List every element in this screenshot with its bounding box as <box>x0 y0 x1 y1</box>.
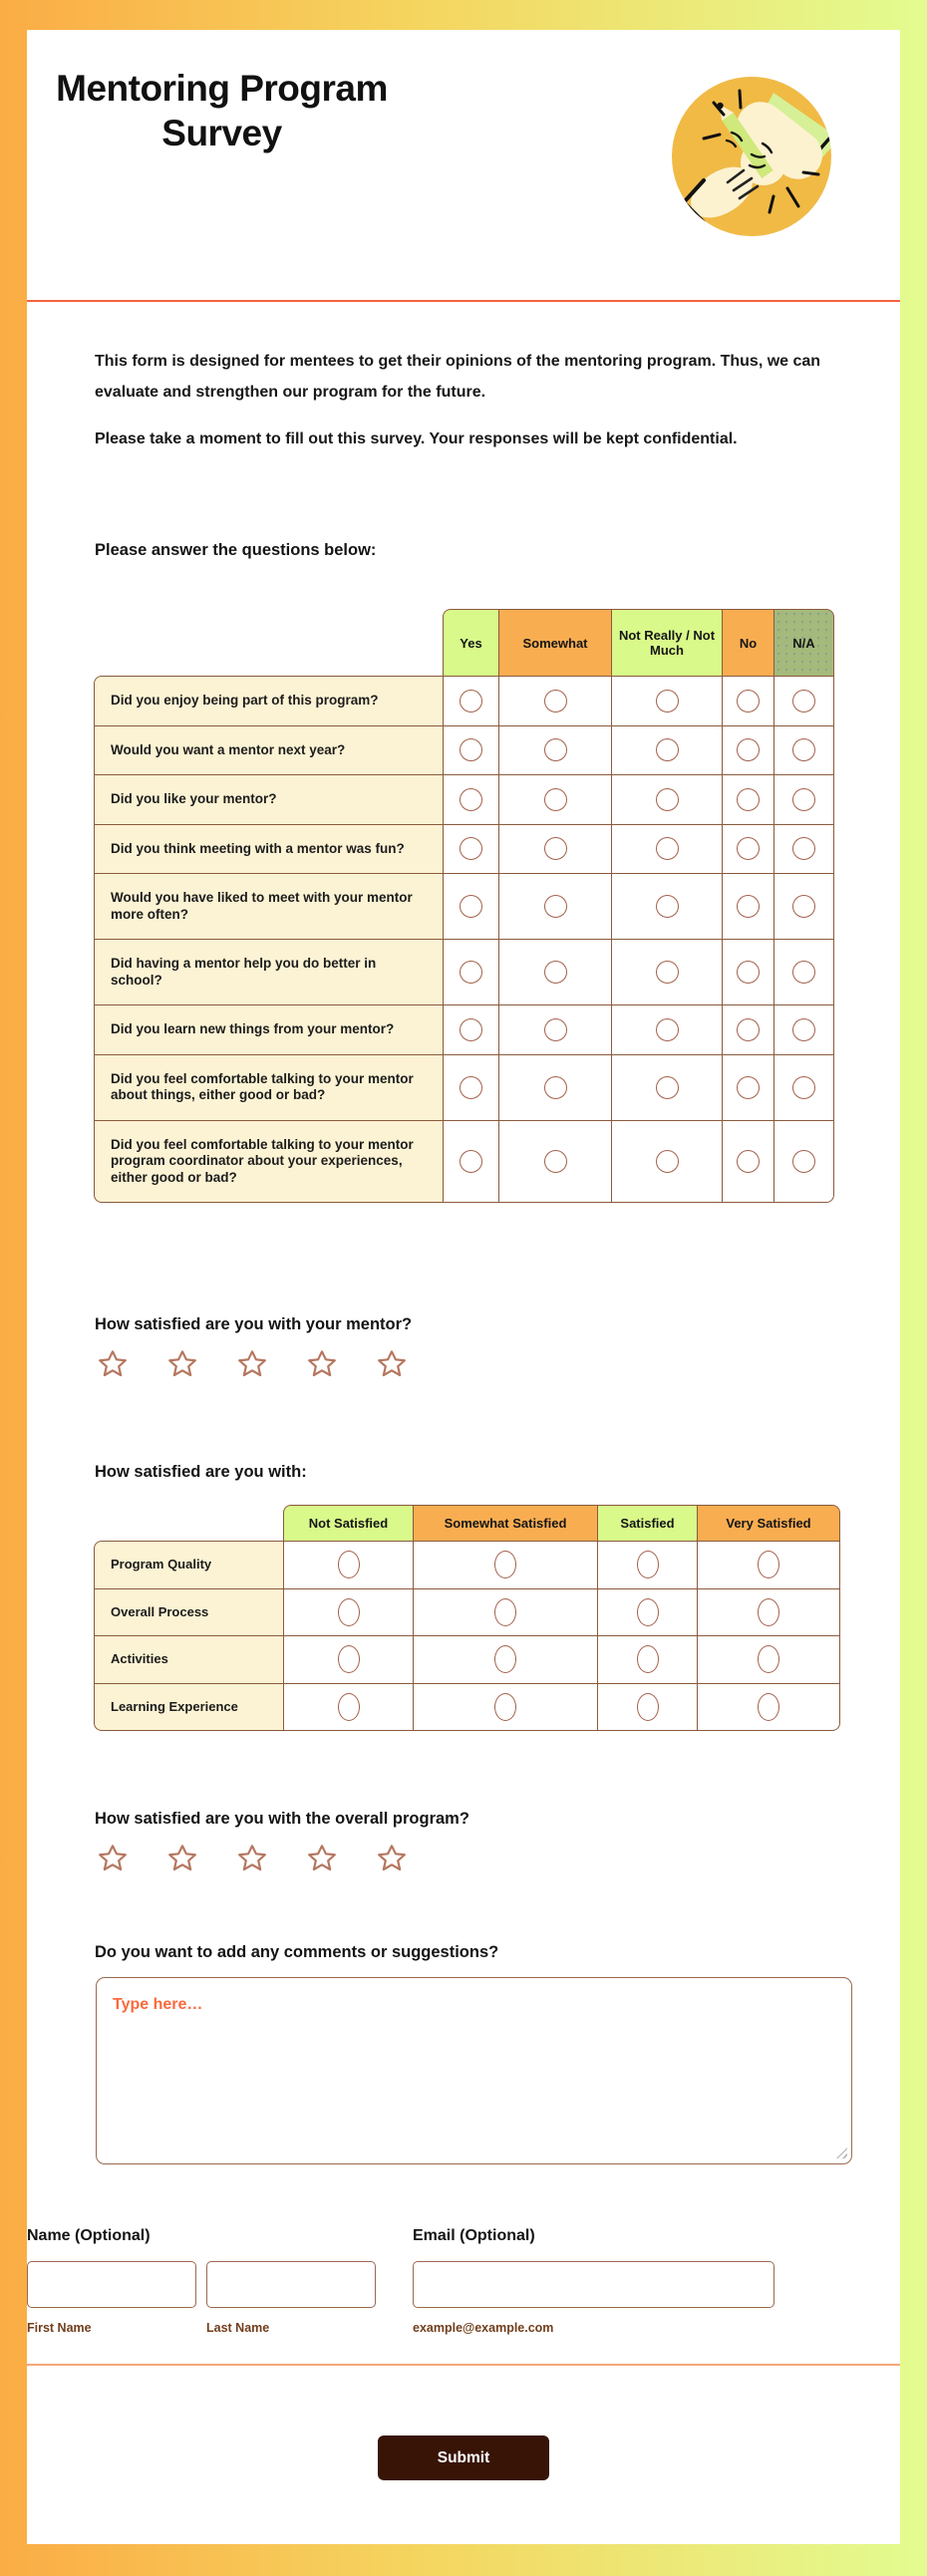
page-title: Mentoring Program Survey <box>56 68 388 153</box>
comments-question: Do you want to add any comments or suggestions? <box>95 1943 499 1961</box>
radio-button[interactable] <box>544 788 567 811</box>
star-icon[interactable] <box>162 1841 202 1880</box>
form-card <box>27 30 900 2544</box>
radio-button[interactable] <box>637 1693 659 1721</box>
radio-button[interactable] <box>792 738 815 761</box>
matrix2-col-somewhat-satisfied: Somewhat Satisfied <box>413 1505 597 1541</box>
star-icon[interactable] <box>372 1841 412 1880</box>
matrix1-row <box>94 939 834 1004</box>
radio-button[interactable] <box>792 788 815 811</box>
matrix1-row-label: Did you think meeting with a mentor was fun? <box>94 824 443 874</box>
radio-button[interactable] <box>758 1693 779 1721</box>
star-icon[interactable] <box>372 1346 412 1386</box>
star-icon[interactable] <box>302 1841 342 1880</box>
email-input[interactable] <box>413 2261 774 2308</box>
matrix2-row-label: Overall Process <box>94 1588 283 1636</box>
matrix1-row-label: Would you want a mentor next year? <box>94 725 443 775</box>
star-icon[interactable] <box>93 1841 133 1880</box>
radio-button[interactable] <box>792 1018 815 1041</box>
radio-button[interactable] <box>494 1551 516 1578</box>
star-icon[interactable] <box>302 1346 342 1386</box>
matrix1-col-na: N/A <box>773 609 834 676</box>
star-icon[interactable] <box>232 1841 272 1880</box>
matrix1-row-label: Did you feel comfortable talking to your mentor program coordinator about your experiences, either good or bad? <box>94 1120 443 1204</box>
comments-textarea[interactable] <box>96 1977 852 2164</box>
radio-button[interactable] <box>460 1076 482 1099</box>
matrix1-row <box>94 873 834 939</box>
overall-rating-question: How satisfied are you with the overall program? <box>95 1810 469 1828</box>
matrix2-row <box>94 1635 840 1683</box>
radio-button[interactable] <box>737 1018 760 1041</box>
radio-button[interactable] <box>792 961 815 984</box>
matrix2-question: How satisfied are you with: <box>95 1463 307 1481</box>
radio-button[interactable] <box>737 961 760 984</box>
radio-button[interactable] <box>737 690 760 713</box>
radio-button[interactable] <box>460 690 482 713</box>
radio-button[interactable] <box>656 1076 679 1099</box>
radio-button[interactable] <box>544 738 567 761</box>
matrix2-row <box>94 1683 840 1732</box>
matrix1-row-label: Did you enjoy being part of this program? <box>94 676 443 725</box>
radio-button[interactable] <box>544 961 567 984</box>
radio-button[interactable] <box>656 895 679 918</box>
radio-button[interactable] <box>656 961 679 984</box>
matrix2-row-label: Program Quality <box>94 1541 283 1588</box>
matrix1-col-somewhat: Somewhat <box>498 609 611 676</box>
first-name-input[interactable] <box>27 2261 196 2308</box>
radio-button[interactable] <box>494 1693 516 1721</box>
intro-paragraph-1: This form is designed for mentees to get their opinions of the mentoring program. Thus, we can evaluate and strengthen our program for the future. <box>95 353 821 401</box>
radio-button[interactable] <box>737 837 760 860</box>
matrix1-corner-spacer <box>94 609 443 676</box>
intro-text <box>27 346 900 454</box>
name-field-group <box>27 2227 386 2335</box>
matrix1-row <box>94 1004 834 1054</box>
submit-button[interactable]: Submit <box>378 2435 549 2480</box>
radio-button[interactable] <box>656 1018 679 1041</box>
star-icon[interactable] <box>93 1346 133 1386</box>
radio-button[interactable] <box>494 1598 516 1626</box>
radio-button[interactable] <box>758 1598 779 1626</box>
matrix2-row-label: Activities <box>94 1635 283 1683</box>
radio-button[interactable] <box>460 1150 482 1173</box>
radio-button[interactable] <box>792 1076 815 1099</box>
matrix2-row-label: Learning Experience <box>94 1683 283 1732</box>
radio-button[interactable] <box>737 788 760 811</box>
identity-section <box>27 2227 900 2357</box>
radio-button[interactable] <box>737 895 760 918</box>
radio-button[interactable] <box>338 1598 360 1626</box>
radio-button[interactable] <box>637 1598 659 1626</box>
radio-button[interactable] <box>792 690 815 713</box>
radio-button[interactable] <box>544 1018 567 1041</box>
radio-button[interactable] <box>758 1551 779 1578</box>
radio-button[interactable] <box>460 837 482 860</box>
matrix2-row <box>94 1588 840 1636</box>
radio-button[interactable] <box>656 738 679 761</box>
submit-row <box>27 2435 900 2480</box>
intro-paragraph-2: Please take a moment to fill out this survey. Your responses will be kept confidential. <box>95 430 738 447</box>
radio-button[interactable] <box>737 1076 760 1099</box>
matrix1-table <box>94 609 834 1203</box>
matrix2-col-satisfied: Satisfied <box>597 1505 697 1541</box>
radio-button[interactable] <box>792 837 815 860</box>
radio-button[interactable] <box>338 1693 360 1721</box>
radio-button[interactable] <box>460 788 482 811</box>
radio-button[interactable] <box>792 895 815 918</box>
radio-button[interactable] <box>544 1076 567 1099</box>
radio-button[interactable] <box>656 788 679 811</box>
matrix1-row <box>94 1054 834 1120</box>
first-name-sublabel: First Name <box>27 2321 92 2335</box>
radio-button[interactable] <box>338 1645 360 1673</box>
radio-button[interactable] <box>656 690 679 713</box>
radio-button[interactable] <box>544 1150 567 1173</box>
name-label: Name (Optional) <box>27 2227 151 2244</box>
comments-textarea-wrap <box>96 1977 852 2164</box>
matrix2-row <box>94 1541 840 1588</box>
radio-button[interactable] <box>338 1551 360 1578</box>
radio-button[interactable] <box>758 1645 779 1673</box>
email-label: Email (Optional) <box>413 2227 535 2244</box>
form-header <box>27 30 900 302</box>
radio-button[interactable] <box>637 1551 659 1578</box>
radio-button[interactable] <box>656 837 679 860</box>
overall-star-rating <box>27 1841 900 1880</box>
matrix1-col-no: No <box>722 609 773 676</box>
radio-button[interactable] <box>737 738 760 761</box>
matrix1-col-yes: Yes <box>443 609 498 676</box>
matrix1-row-label: Did having a mentor help you do better in school? <box>94 939 443 1004</box>
matrix1-row <box>94 824 834 874</box>
matrix2-col-not-satisfied: Not Satisfied <box>283 1505 413 1541</box>
radio-button[interactable] <box>460 1018 482 1041</box>
matrix2-corner-spacer <box>94 1505 283 1541</box>
matrix1-row-label: Did you learn new things from your mentor? <box>94 1004 443 1054</box>
matrix1-col-not-really: Not Really / Not Much <box>611 609 722 676</box>
radio-button[interactable] <box>637 1645 659 1673</box>
radio-button[interactable] <box>544 895 567 918</box>
matrix1-row-label: Did you like your mentor? <box>94 774 443 824</box>
email-field-group <box>413 2227 774 2335</box>
bottom-divider <box>27 2364 900 2366</box>
matrix2-table <box>94 1505 840 1731</box>
matrix1-row-label: Did you feel comfortable talking to your mentor about things, either good or bad? <box>94 1054 443 1120</box>
mentor-rating-section <box>27 1315 900 1386</box>
matrix1-row <box>94 1120 834 1204</box>
star-icon[interactable] <box>162 1346 202 1386</box>
matrix1-question: Please answer the questions below: <box>95 541 377 559</box>
last-name-sublabel: Last Name <box>206 2321 270 2335</box>
radio-button[interactable] <box>792 1150 815 1173</box>
email-sublabel: example@example.com <box>413 2321 554 2335</box>
star-icon[interactable] <box>232 1346 272 1386</box>
mentor-star-rating <box>27 1346 900 1386</box>
matrix1-row <box>94 774 834 824</box>
radio-button[interactable] <box>544 837 567 860</box>
matrix1-row-label: Would you have liked to meet with your mentor more often? <box>94 873 443 939</box>
radio-button[interactable] <box>494 1645 516 1673</box>
matrix2-col-very-satisfied: Very Satisfied <box>697 1505 840 1541</box>
radio-button[interactable] <box>656 1150 679 1173</box>
matrix1-row <box>94 725 834 775</box>
radio-button[interactable] <box>544 690 567 713</box>
mentor-rating-question: How satisfied are you with your mentor? <box>95 1315 413 1333</box>
comments-section <box>27 1943 900 2164</box>
overall-rating-section <box>27 1810 900 1880</box>
radio-button[interactable] <box>460 738 482 761</box>
hands-holding-pencil-icon <box>670 75 833 238</box>
matrix1-row <box>94 676 834 725</box>
last-name-input[interactable] <box>206 2261 376 2308</box>
radio-button[interactable] <box>460 895 482 918</box>
radio-button[interactable] <box>460 961 482 984</box>
radio-button[interactable] <box>737 1150 760 1173</box>
